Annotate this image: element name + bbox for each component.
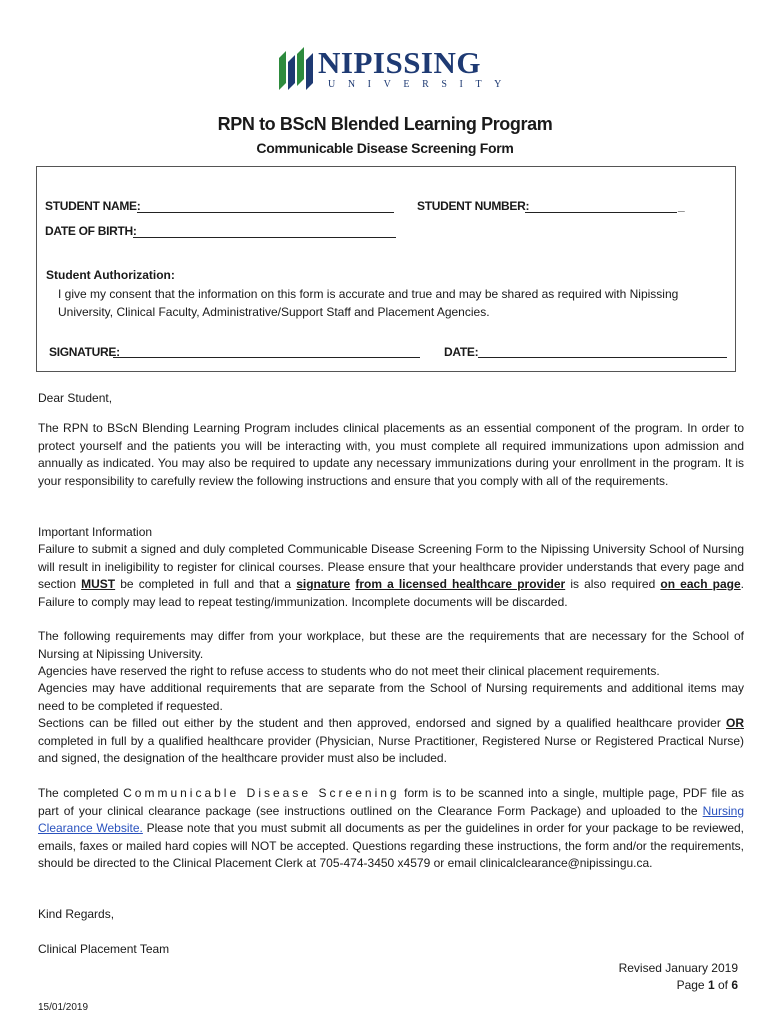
revised-date: Revised January 2019 xyxy=(618,961,738,975)
form-subtitle: Communicable Disease Screening Form xyxy=(256,140,514,156)
auth-text xyxy=(58,285,718,321)
student-number-label: STUDENT NUMBER: xyxy=(417,199,530,213)
submission-paragraph: The completed Communicable Disease Screening form is to be scanned into a single, multiple page, PDF file as part of your clinical clearance package (see instructions outlined on the Clearance Form Package) and uploaded to the Nursing Clearance Website. Please note that you must submit all documents as per the guidelines in order for your package to be reviewed, emails, faxes or mailed hard copies will NOT be accepted. Questions regarding these instructions, the form and/or the requirements, should be directed to the Clinical Placement Clerk at 705-474-3450 x4579 or email clinicalclearance@nipissingu.ca. xyxy=(38,786,744,870)
important-heading: Important Information xyxy=(38,525,153,539)
revision-info xyxy=(560,960,738,994)
closing: Kind Regards, xyxy=(38,907,115,921)
important-paragraph-2: The following requirements may differ from your workplace, but these are the requirements that are necessary for the School of Nursing at Nipissing University. xyxy=(38,629,744,661)
footer-date: 15/01/2019 xyxy=(38,1002,89,1013)
important-paragraph-1: Failure to submit a signed and duly completed Communicable Disease Screening Form to the Nipissing University School of Nursing will result in ineligibility to register for clinical courses. Please ensure that your healthcare provider understands that every page and section MUST be completed in full and that a signature from a licensed healthcare provider is also required on each page. Failure to comply may lead to repeat testing/immunization. Incomplete documents will be discarded. xyxy=(38,542,744,609)
important-paragraph-3: Agencies have reserved the right to refuse access to students who do not meet their clinical placement requirements. xyxy=(38,664,660,678)
dob-field[interactable] xyxy=(133,237,396,238)
auth-line-2: University, Clinical Faculty, Administrative/Support Staff and Placement Agencies. xyxy=(58,305,490,319)
page-title: RPN to BScN Blended Learning Program xyxy=(217,114,553,134)
each-page-emphasis: on each page xyxy=(660,577,741,591)
logo-subtitle: UNIVERSITY xyxy=(328,79,514,90)
signature-emphasis: signature xyxy=(296,577,351,591)
logo-wordmark: NIPISSING xyxy=(318,45,481,80)
date-label: DATE: xyxy=(444,345,479,359)
student-number-field[interactable] xyxy=(525,212,677,213)
important-paragraph-5: Sections can be filled out either by the student and then approved, endorsed and signed by a qualified healthcare provider OR completed in full by a qualified healthcare provider (Physician, Nurse Practitioner, Registered Nurse or Registered Practical Nurse) and signed, the designation of the healthcare provider must also be included. xyxy=(38,716,744,765)
greeting: Dear Student, xyxy=(38,391,113,405)
page-number: Page 1 of 6 xyxy=(676,978,738,992)
student-name-label: STUDENT NAME: xyxy=(45,199,141,213)
spaced-form-name: Communicable Disease Screening xyxy=(123,786,400,800)
must-emphasis: MUST xyxy=(81,577,116,591)
or-emphasis: OR xyxy=(726,716,744,730)
student-number-trail: _ xyxy=(678,199,685,213)
intro-paragraph: The RPN to BScN Blending Learning Program includes clinical placements as an essential component of the program. In order to protect yourself and the patients you will be interacting with, you must complete all required immunizations upon admission and annually as indicated. You may also be required to update any necessary immunizations during your enrollment in the program. It is your responsibility to carefully review the following instructions and ensure that you comply with all of the requirements. xyxy=(38,421,744,488)
university-logo xyxy=(276,45,514,92)
nursing-clearance-link[interactable]: Nursing Clearance Website. xyxy=(38,803,744,835)
student-name-field[interactable] xyxy=(137,212,394,213)
student-info-box xyxy=(36,166,736,372)
logo-mark-icon xyxy=(276,46,316,92)
date-field[interactable] xyxy=(478,357,727,358)
auth-line-1: I give my consent that the information on this form is accurate and true and may be shared as required with Nipissing xyxy=(58,287,679,301)
dob-label: DATE OF BIRTH: xyxy=(45,224,137,238)
licensed-provider-emphasis: from a licensed healthcare provider xyxy=(355,577,566,591)
signature-field[interactable] xyxy=(113,357,420,358)
signature-label: SIGNATURE: xyxy=(49,345,120,359)
signoff: Clinical Placement Team xyxy=(38,942,170,956)
auth-heading: Student Authorization: xyxy=(46,268,175,282)
important-paragraph-4: Agencies may have additional requirements that are separate from the School of Nursing requirements and additional items may need to be completed if requested. xyxy=(38,681,744,713)
